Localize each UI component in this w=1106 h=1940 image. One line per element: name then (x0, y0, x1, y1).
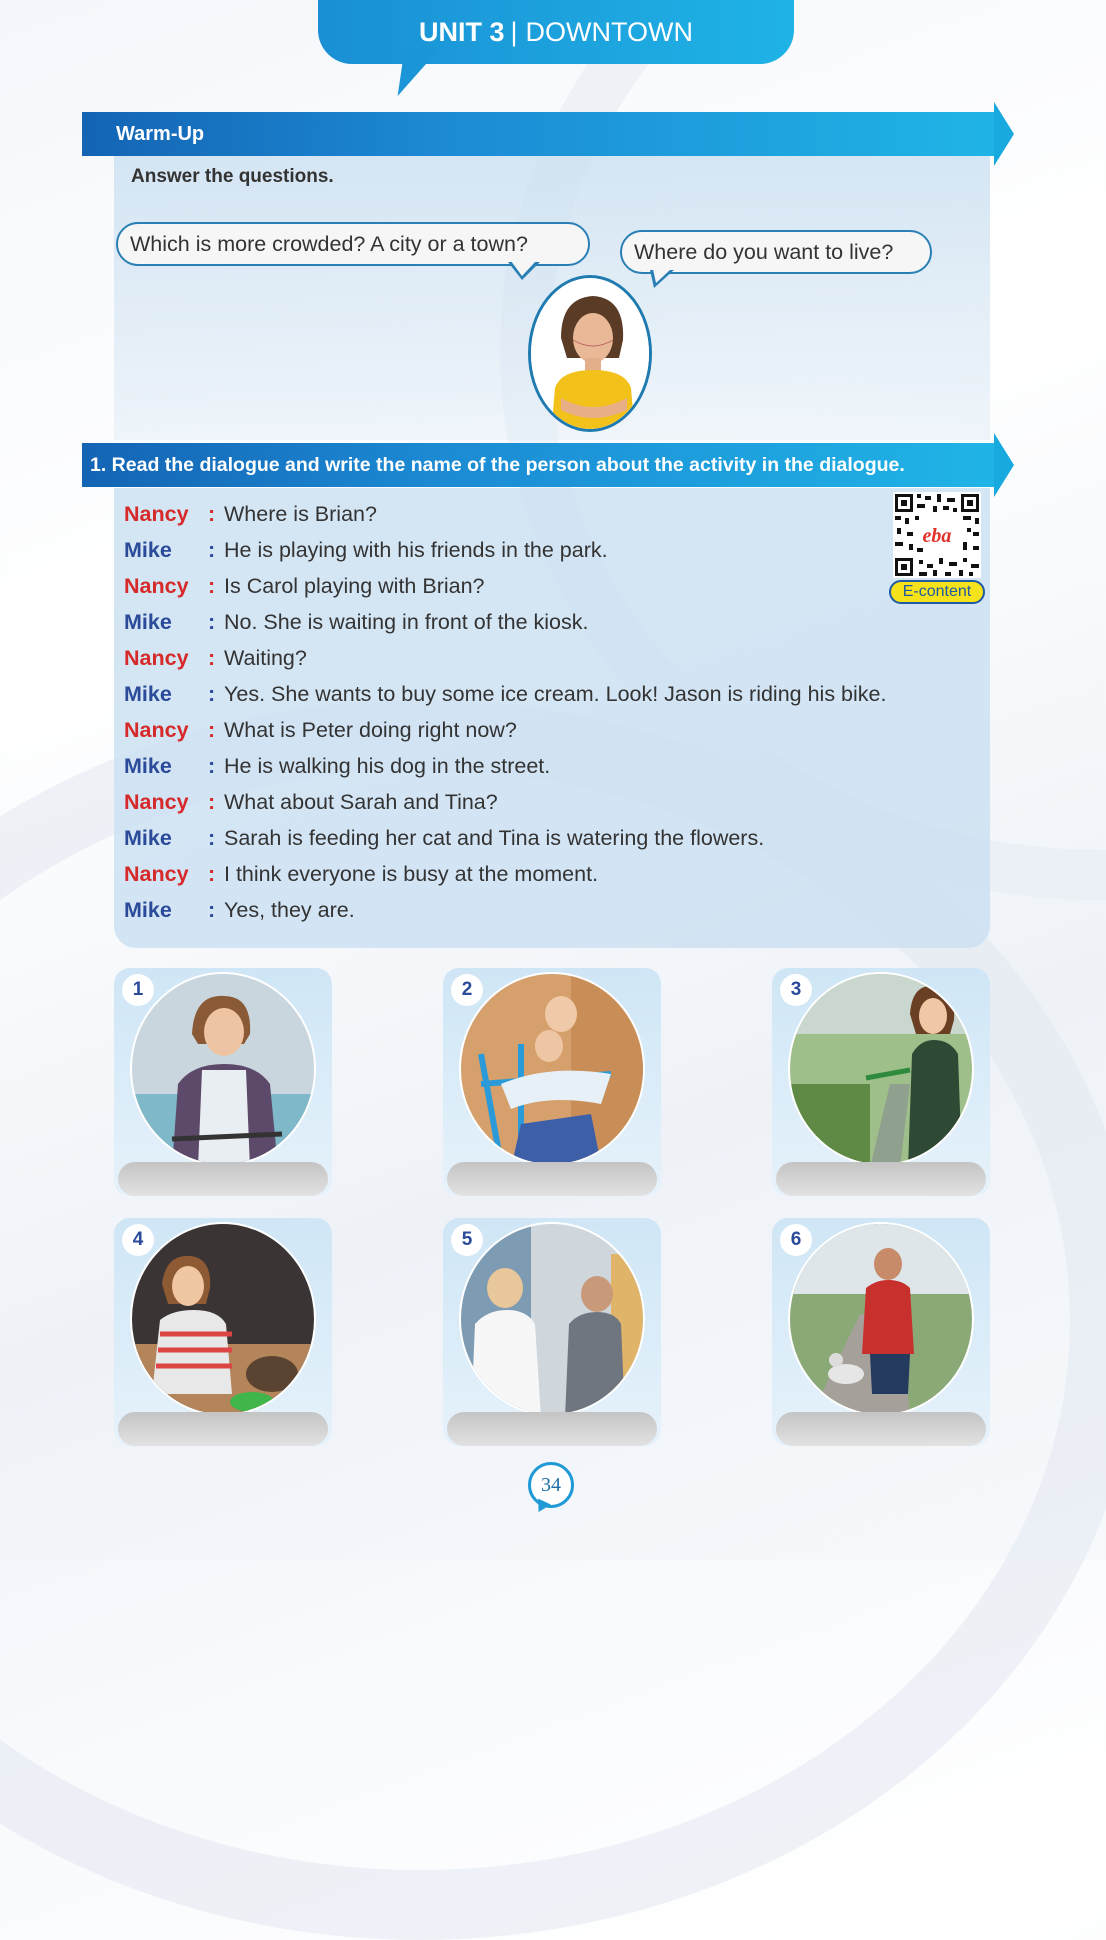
unit-separator: | (510, 16, 518, 47)
photo-man-walking-dog (788, 1222, 974, 1416)
bubble-text: Where do you want to live? (634, 239, 894, 264)
header-tab-tail (388, 50, 439, 96)
dialogue-text: Sarah is feeding her cat and Tina is watering the flowers. (224, 825, 765, 850)
bar-arrow (994, 433, 1014, 497)
photo-people-at-kiosk (459, 1222, 645, 1416)
dialogue (124, 496, 886, 928)
speaker-name: Nancy (124, 717, 189, 742)
picture-card-5 (443, 1218, 661, 1446)
dialogue-text: No. She is waiting in front of the kiosk. (224, 609, 589, 634)
card-number: 6 (780, 1224, 812, 1256)
unit-title: DOWNTOWN (525, 16, 693, 47)
answer-field-1[interactable] (118, 1162, 328, 1196)
speech-bubble-question-1 (116, 222, 590, 266)
dialogue-line (124, 748, 886, 784)
warmup-instruction: Answer the questions. (131, 166, 334, 187)
girl-photo (528, 275, 652, 432)
dialogue-line (124, 532, 886, 568)
dialogue-text: He is playing with his friends in the park. (224, 537, 608, 562)
dialogue-line (124, 640, 886, 676)
speaker-name: Mike (124, 753, 172, 778)
page-number-text: 34 (541, 1473, 561, 1496)
qr-logo: eba (922, 525, 952, 547)
answer-field-4[interactable] (118, 1412, 328, 1446)
speech-bubble-question-2 (620, 230, 932, 274)
e-content-label: E-content (902, 583, 972, 600)
speaker-name: Nancy (124, 573, 189, 598)
picture-card-4 (114, 1218, 332, 1446)
speaker-name: Nancy (124, 645, 189, 670)
speaker-colon: : (208, 537, 216, 562)
dialogue-text: Yes, they are. (224, 897, 355, 922)
bar-arrow (994, 102, 1014, 166)
dialogue-line (124, 712, 886, 748)
card-number: 4 (122, 1224, 154, 1256)
dialogue-text: What about Sarah and Tina? (224, 789, 498, 814)
dialogue-line (124, 604, 886, 640)
exercise-1-title: 1. Read the dialogue and write the name of the person about the activity in the dialogue. (90, 453, 905, 476)
speaker-name: Nancy (124, 789, 189, 814)
card-number: 3 (780, 974, 812, 1006)
unit-header (318, 0, 794, 64)
speaker-colon: : (208, 645, 216, 670)
answer-field-6[interactable] (776, 1412, 986, 1446)
speaker-name: Mike (124, 609, 172, 634)
answer-field-3[interactable] (776, 1162, 986, 1196)
warmup-section-bar (82, 112, 994, 156)
dialogue-text: I think everyone is busy at the moment. (224, 861, 599, 886)
dialogue-text: Waiting? (224, 645, 307, 670)
picture-card-6 (772, 1218, 990, 1446)
speaker-colon: : (208, 897, 216, 922)
bubble-tail (511, 261, 536, 276)
dialogue-text: What is Peter doing right now? (224, 717, 517, 742)
dialogue-text: Yes. She wants to buy some ice cream. Look! Jason is riding his bike. (224, 681, 887, 706)
picture-card-2 (443, 968, 661, 1196)
answer-field-5[interactable] (447, 1412, 657, 1446)
speaker-colon: : (208, 789, 216, 814)
e-content-badge[interactable] (889, 580, 985, 604)
card-number: 5 (451, 1224, 483, 1256)
dialogue-text: Is Carol playing with Brian? (224, 573, 485, 598)
exercise-1-bar (82, 443, 994, 487)
dialogue-line (124, 676, 886, 712)
qr-code-icon (893, 492, 981, 578)
dialogue-line (124, 856, 886, 892)
bubble-text: Which is more crowded? A city or a town? (130, 231, 528, 256)
dialogue-line (124, 820, 886, 856)
dialogue-line (124, 496, 886, 532)
speaker-name: Nancy (124, 861, 189, 886)
photo-kids-playground (459, 972, 645, 1166)
speaker-colon: : (208, 609, 216, 634)
card-number: 1 (122, 974, 154, 1006)
photo-boy-riding-bike (130, 972, 316, 1166)
qr-code[interactable] (893, 492, 981, 578)
speaker-colon: : (208, 861, 216, 886)
card-number: 2 (451, 974, 483, 1006)
speaker-colon: : (208, 501, 216, 526)
picture-card-1 (114, 968, 332, 1196)
picture-card-3 (772, 968, 990, 1196)
speaker-colon: : (208, 573, 216, 598)
page-number-tail (533, 1499, 551, 1516)
unit-number: UNIT 3 (418, 16, 505, 47)
speaker-colon: : (208, 753, 216, 778)
speaker-name: Mike (124, 897, 172, 922)
speaker-colon: : (208, 681, 216, 706)
dialogue-line (124, 892, 886, 928)
speaker-name: Nancy (124, 501, 189, 526)
photo-girl-feeding-cat (130, 1222, 316, 1416)
speaker-name: Mike (124, 825, 172, 850)
bubble-tail (653, 269, 671, 283)
photo-girl-watering-flowers (788, 972, 974, 1166)
answer-field-2[interactable] (447, 1162, 657, 1196)
page-number (528, 1462, 574, 1508)
speaker-name: Mike (124, 537, 172, 562)
warmup-title: Warm-Up (116, 122, 205, 145)
dialogue-line (124, 784, 886, 820)
dialogue-line (124, 568, 886, 604)
dialogue-text: Where is Brian? (224, 501, 377, 526)
speaker-colon: : (208, 717, 216, 742)
dialogue-text: He is walking his dog in the street. (224, 753, 551, 778)
speaker-name: Mike (124, 681, 172, 706)
speaker-colon: : (208, 825, 216, 850)
